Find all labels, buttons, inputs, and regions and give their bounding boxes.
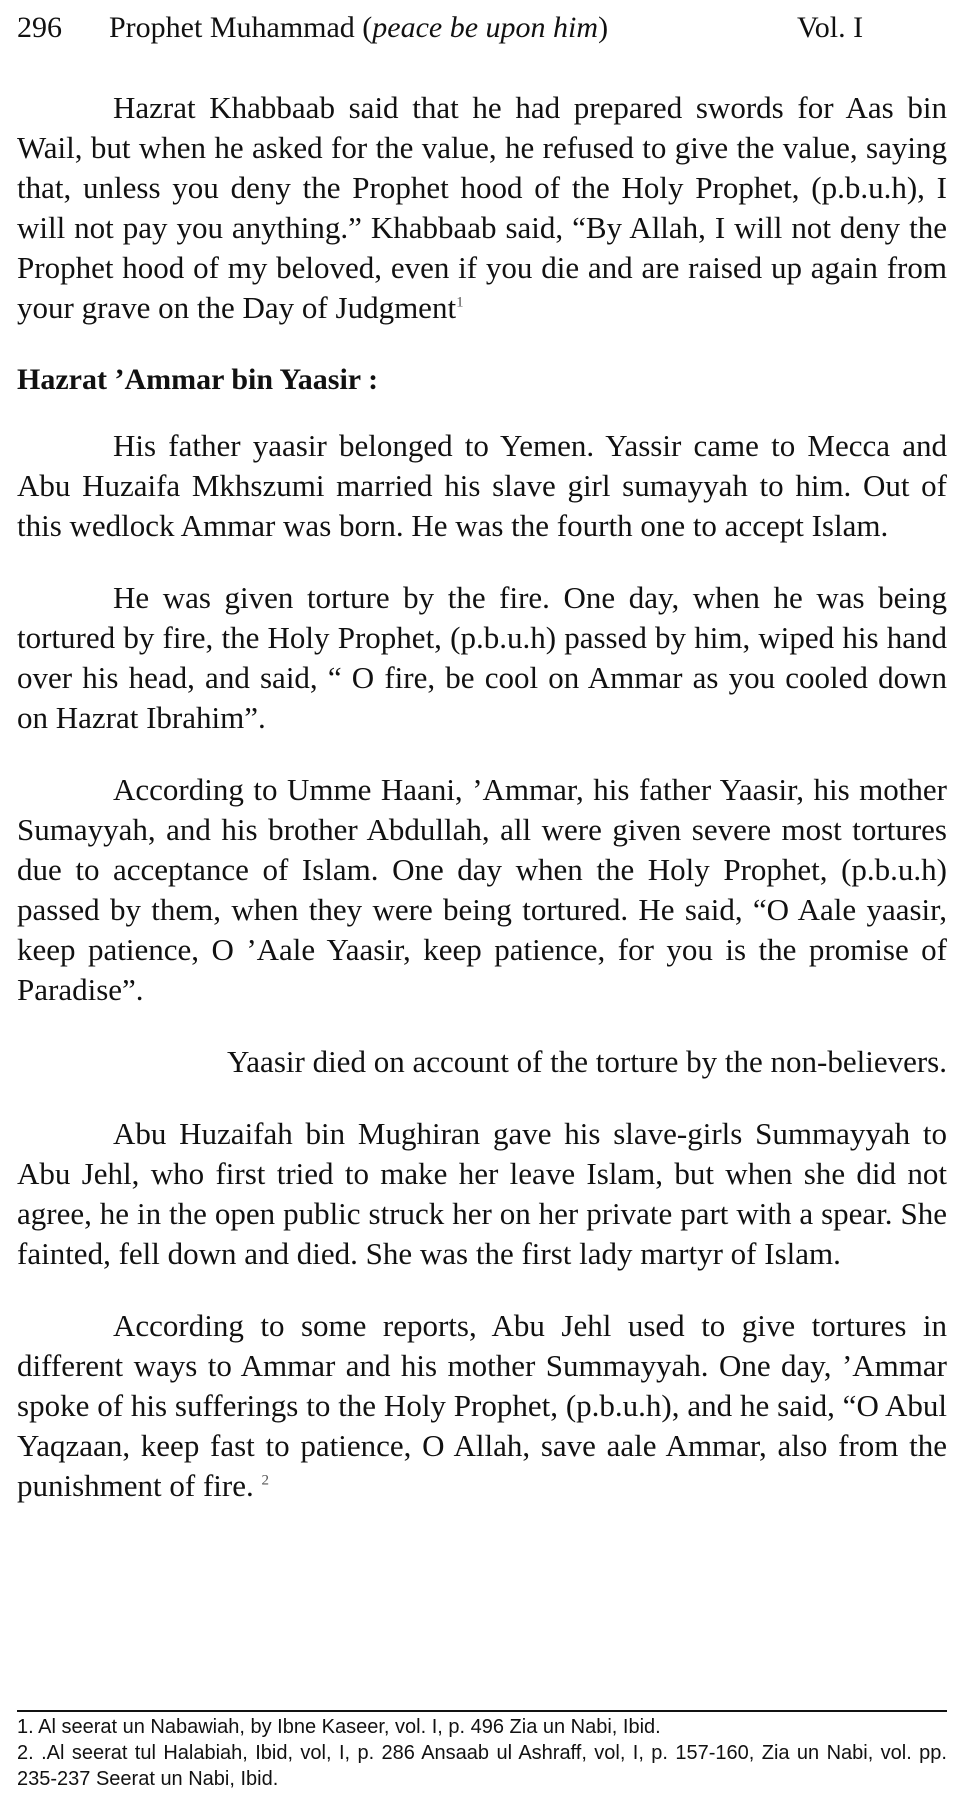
paragraph-summayyah: Abu Huzaifah bin Mughiran gave his slave-girls Summayyah to Abu Jehl, who first tried to make her leave Islam, but when she did not agree, he in the open public struck her on her private part with a spear. She fainted, fell down and died. She was the first lady martyr of Islam. bbox=[17, 1116, 947, 1271]
paragraph-text: Hazrat Khabbaab said that he had prepared swords for Aas bin Wail, but when he asked for the value, he refused to give the value, saying that, unless you deny the Prophet hood of the Holy Prophet, (p.b.u.h), I will not pay you anything.” Khabbaab said, “By Allah, I will not deny the Prophet hood of my beloved, even if you die and are raised up again from your grave on the Day of Judgment bbox=[17, 90, 947, 325]
paragraph-umme-haani: According to Umme Haani, ’Ammar, his father Yaasir, his mother Sumayyah, and his brother Abdullah, all were given severe most tortures due to acceptance of Islam. One day when the Holy Prophet, (p.b.u.h) passed by them, when they were being tortured. He said, “O Aale yaasir, keep patience, O ’Aale Yaasir, keep patience, for you is the promise of Paradise”. bbox=[17, 772, 947, 1007]
running-title bbox=[109, 6, 608, 50]
paragraph-text: According to some reports, Abu Jehl used to give tortures in different ways to Ammar and his mother Summayyah. One day, ’Ammar spoke of his sufferings to the Holy Prophet, (p.b.u.h), and he said, “O Abul Yaqzaan, keep fast to patience, O Allah, save aale Ammar, also from the punishment of fire. bbox=[17, 1308, 947, 1503]
footnotes bbox=[17, 1714, 947, 1792]
paragraph-origin: His father yaasir belonged to Yemen. Yassir came to Mecca and Abu Huzaifa Mkhszumi married his slave girl sumayyah to him. Out of this wedlock Ammar was born. He was the fourth one to accept Islam. bbox=[17, 428, 947, 543]
paragraph-yaasir-died: Yaasir died on account of the torture by the non-believers. bbox=[227, 1044, 947, 1079]
book-page bbox=[17, 0, 947, 1796]
footnote-1: 1. Al seerat un Nabawiah, by Ibne Kaseer, vol. I, p. 496 Zia un Nabi, Ibid. bbox=[17, 1716, 661, 1738]
page-header bbox=[17, 6, 947, 50]
footnote-divider bbox=[17, 1710, 947, 1712]
paragraph-fire: He was given torture by the fire. One day, when he was being tortured by fire, the Holy Prophet, (p.b.u.h) passed by him, wiped his hand over his head, and said, “ O fire, be cool on Ammar as you cooled down on Hazrat Ibrahim”. bbox=[17, 580, 947, 735]
page-body bbox=[17, 88, 947, 1506]
volume-label: Vol. I bbox=[797, 11, 864, 44]
running-title-main: Prophet Muhammad ( bbox=[109, 11, 373, 44]
section-heading: Hazrat ’Ammar bin Yaasir : bbox=[17, 363, 379, 396]
footnote-ref-1: 1 bbox=[456, 294, 464, 311]
page-number: 296 bbox=[17, 11, 62, 44]
footnote-2: 2. .Al seerat tul Halabiah, Ibid, vol, I, p. 286 Ansaab ul Ashraff, vol, I, p. 157-160, Zia un Nabi, vol. pp. 235-237 Seerat un Nabi, Ibid. bbox=[17, 1742, 947, 1790]
paragraph-khabbaab bbox=[17, 88, 947, 328]
running-title-close: ) bbox=[598, 11, 609, 44]
paragraph-abu-jehl bbox=[17, 1306, 947, 1506]
footnote-ref-2: 2 bbox=[261, 1472, 270, 1489]
running-title-italic: peace be upon him bbox=[372, 11, 599, 44]
